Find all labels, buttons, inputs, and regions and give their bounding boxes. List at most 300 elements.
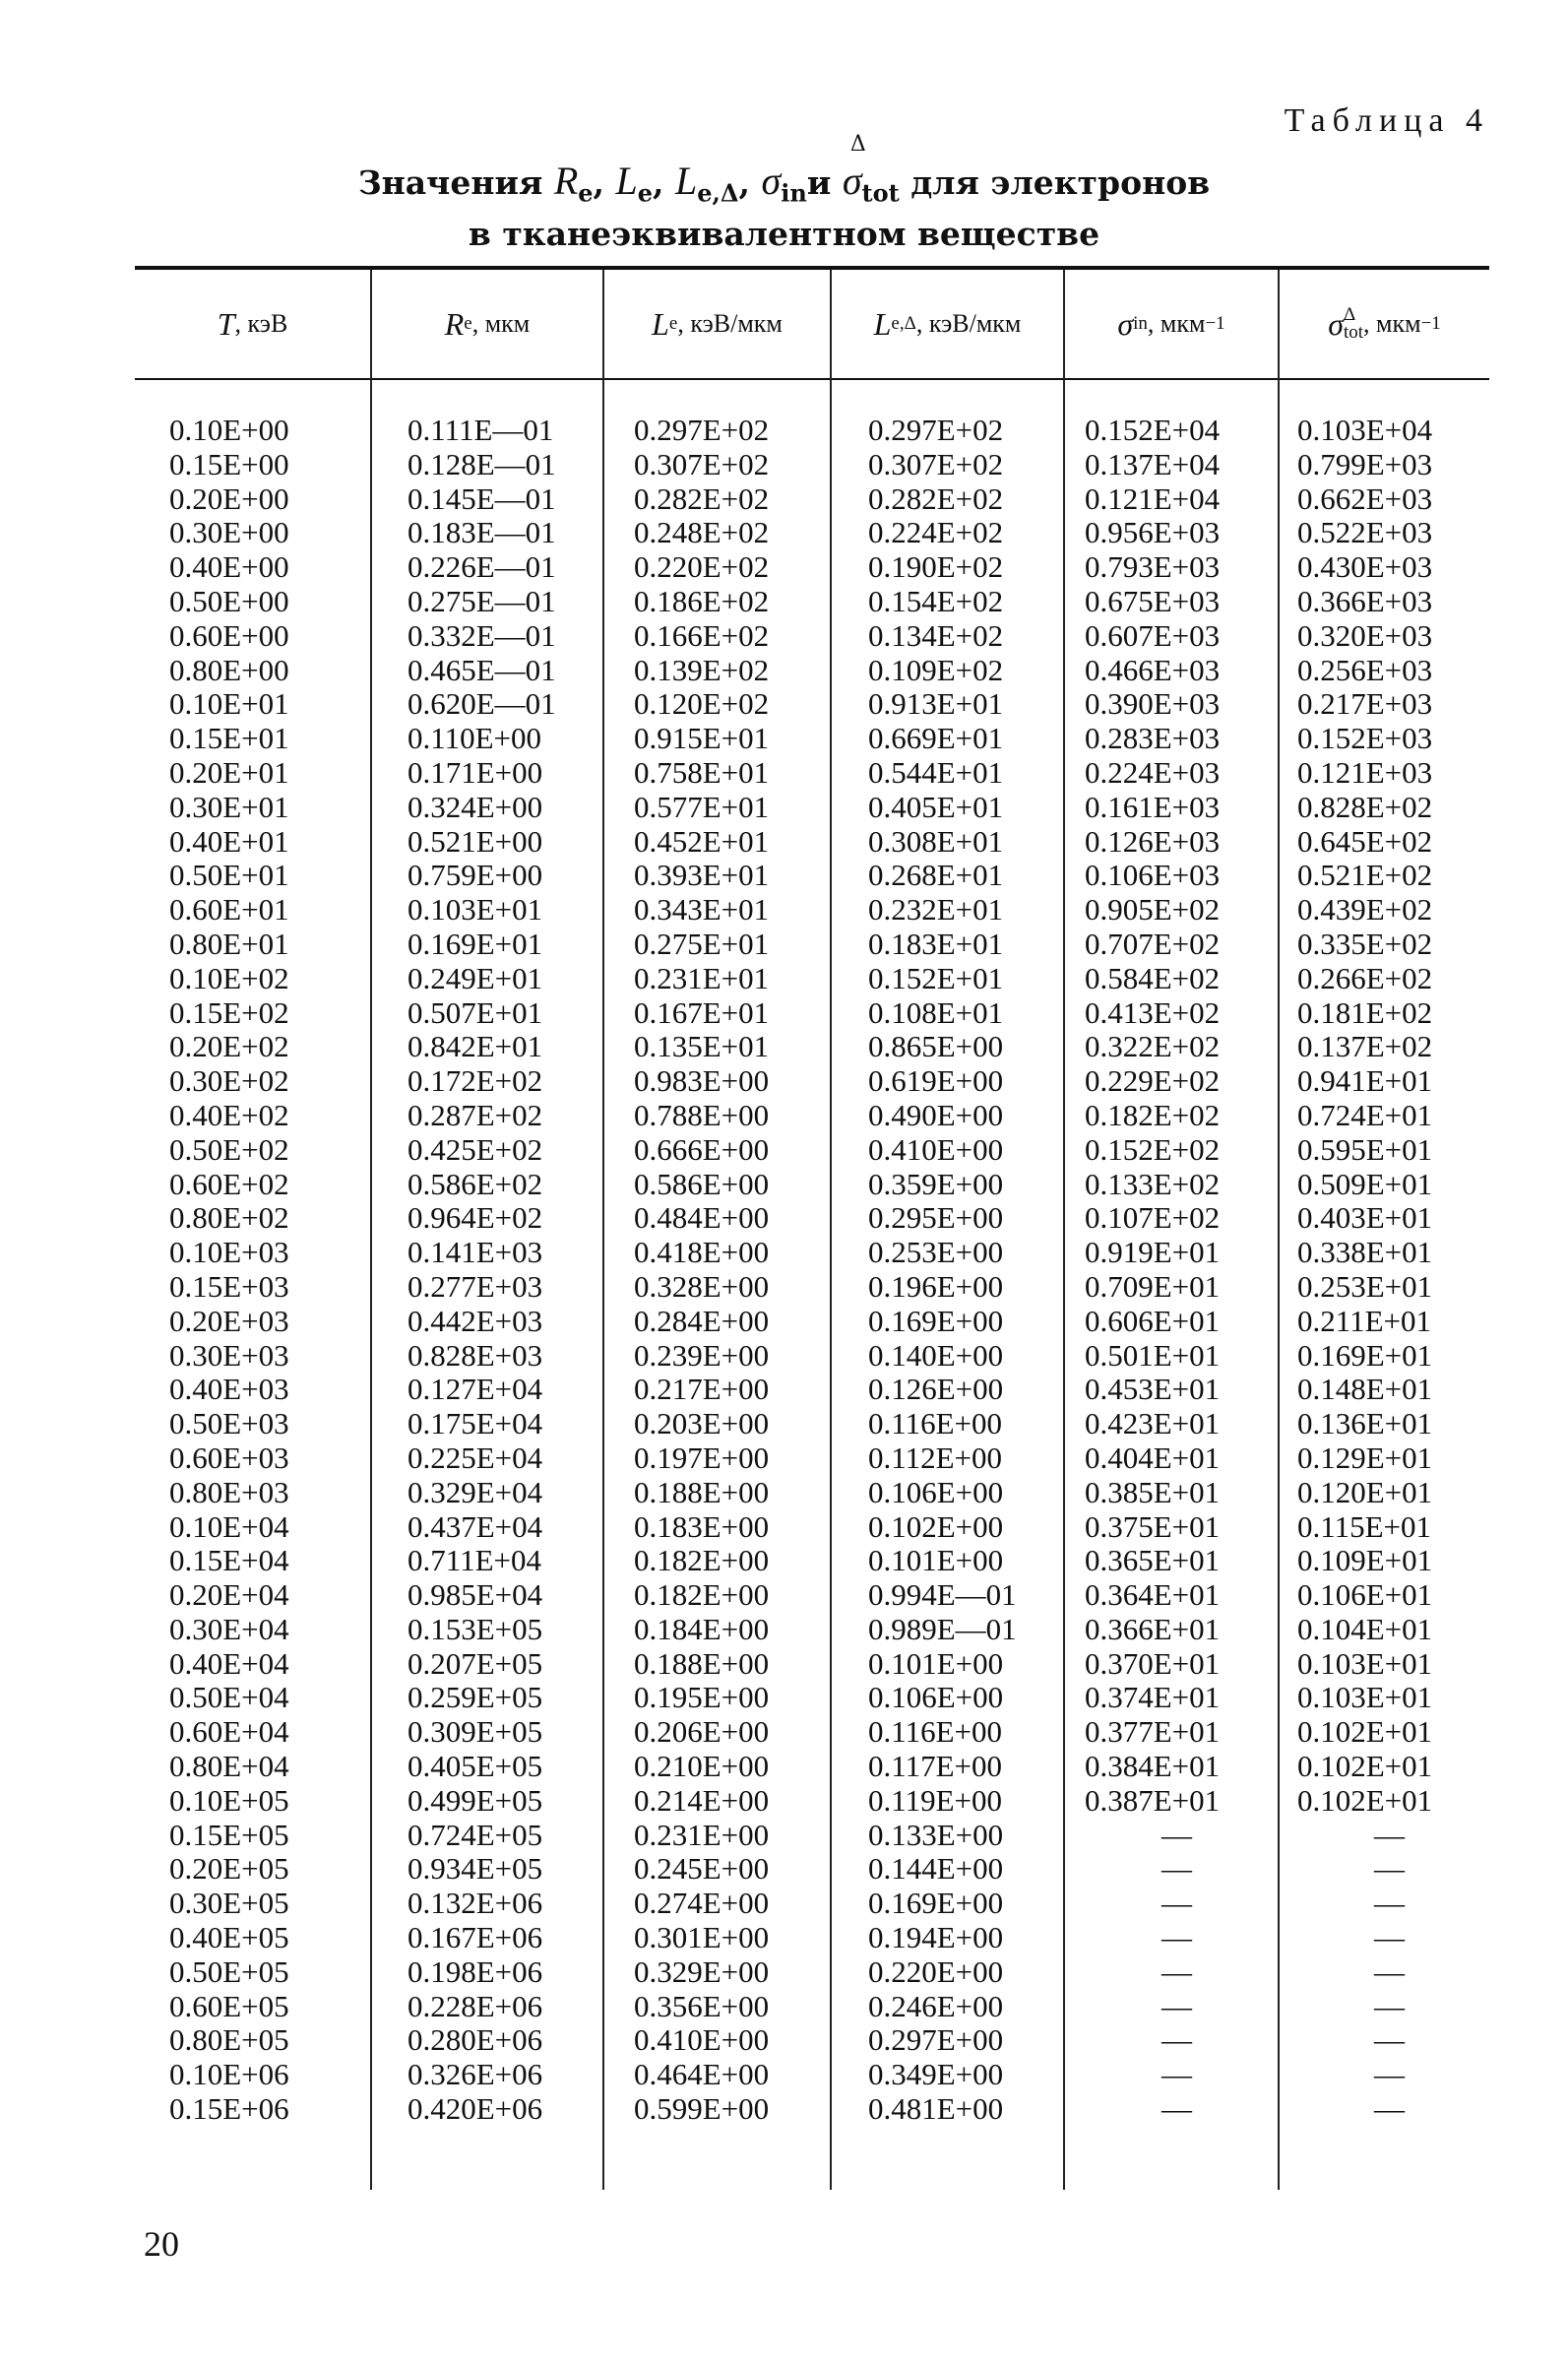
table-cell: 0.343E+01: [634, 892, 770, 928]
table-cell: —: [1161, 2091, 1192, 2127]
table-cell: 0.190E+02: [868, 549, 1004, 585]
table-cell: 0.245E+00: [634, 1851, 770, 1887]
table-cell: 0.586E+00: [634, 1166, 770, 1201]
table-cell: 0.50E+04: [169, 1680, 289, 1715]
column-LeD: [868, 414, 1017, 2127]
table-cell: 0.102E+01: [1297, 1714, 1433, 1750]
header-Re: [372, 270, 602, 378]
title-symbol-Le: L: [615, 159, 638, 203]
table-cell: 0.134E+02: [868, 617, 1004, 653]
table-cell: 0.326E+06: [408, 2057, 543, 2092]
table-cell: 0.211E+01: [1297, 1303, 1432, 1338]
header-unit: , кэВ: [234, 309, 288, 338]
table-cell: 0.175E+04: [408, 1406, 543, 1441]
table-cell: 0.15E+06: [169, 2091, 289, 2127]
table-cell: 0.390E+03: [1085, 686, 1221, 722]
table-cell: 0.198E+06: [408, 1953, 543, 1989]
table-cell: 0.349E+00: [868, 2057, 1004, 2092]
table-cell: 0.430E+03: [1297, 549, 1433, 585]
table-cell: 0.50E+03: [169, 1406, 289, 1441]
table-cell: 0.484E+00: [634, 1200, 770, 1236]
table-cell: 0.40E+00: [169, 549, 289, 585]
table-cell: 0.183E+00: [634, 1508, 770, 1544]
header-Le: [604, 270, 830, 378]
table-cell: 0.152E+01: [868, 960, 1004, 995]
header-unit: , мкм: [471, 309, 531, 338]
table-cell: 0.956E+03: [1085, 515, 1221, 550]
title-symbol-sigma-tot: σ: [842, 159, 862, 203]
table-cell: 0.148E+01: [1297, 1372, 1433, 1407]
table-cell: 0.112E+00: [868, 1440, 1003, 1475]
table-cell: 0.161E+03: [1085, 789, 1221, 824]
table-cell: 0.335E+02: [1297, 926, 1433, 961]
table-cell: 0.544E+01: [868, 754, 1004, 790]
table-cell: 0.329E+04: [408, 1474, 543, 1509]
table-cell: 0.865E+00: [868, 1029, 1004, 1064]
table-cell: 0.268E+01: [868, 858, 1004, 893]
header-sub: in: [1133, 313, 1148, 334]
table-cell: 0.40E+02: [169, 1097, 289, 1132]
column-sigma-in: [1085, 414, 1220, 2127]
header-symbol: σ: [1117, 305, 1134, 342]
table-cell: 0.203E+00: [634, 1406, 770, 1441]
table-cell: —: [1161, 2022, 1192, 2058]
table-cell: 0.30E+01: [169, 789, 289, 824]
title-symbol-Re: R: [553, 159, 579, 203]
table-cell: 0.799E+03: [1297, 446, 1433, 481]
header-delta: Δ: [1343, 304, 1356, 325]
table-cell: 0.144E+00: [868, 1851, 1004, 1887]
table-cell: 0.169E+01: [1297, 1337, 1433, 1373]
title-delta: Δ: [849, 132, 866, 157]
table-cell: 0.80E+03: [169, 1474, 289, 1509]
table-cell: 0.15E+05: [169, 1817, 289, 1852]
table-cell: 0.522E+03: [1297, 515, 1433, 550]
table-cell: 0.30E+05: [169, 1886, 289, 1921]
table-cell: 0.119E+00: [868, 1782, 1003, 1818]
table-cell: 0.295E+00: [868, 1200, 1004, 1236]
table-cell: 0.332E—01: [408, 617, 556, 653]
table-cell: 0.153E+05: [408, 1611, 543, 1646]
table-cell: 0.308E+01: [868, 823, 1004, 859]
table-cell: 0.280E+06: [408, 2022, 543, 2058]
table-cell: 0.60E+04: [169, 1714, 289, 1750]
table-cell: 0.120E+02: [634, 686, 770, 722]
table-cell: 0.338E+01: [1297, 1235, 1433, 1270]
table-cell: 0.166E+02: [634, 617, 770, 653]
table-cell: 0.283E+03: [1085, 721, 1221, 756]
table-cell: 0.106E+03: [1085, 858, 1221, 893]
table-cell: 0.404E+01: [1085, 1440, 1221, 1475]
table-cell: 0.184E+00: [634, 1611, 770, 1646]
table-cell: 0.167E+06: [408, 1920, 543, 1955]
table-cell: 0.110E+00: [408, 721, 542, 756]
table-cell: 0.507E+01: [408, 994, 543, 1030]
table-cell: 0.188E+00: [634, 1645, 770, 1681]
table-cell: 0.60E+03: [169, 1440, 289, 1475]
table-cell: 0.137E+04: [1085, 446, 1221, 481]
header-unit: , кэВ/мкм: [677, 309, 783, 338]
table-cell: 0.172E+02: [408, 1063, 543, 1099]
table-cell: 0.403E+01: [1297, 1200, 1433, 1236]
table-cell: 0.132E+06: [408, 1886, 543, 1921]
table-cell: 0.964E+02: [408, 1200, 543, 1236]
table-cell: 0.188E+00: [634, 1474, 770, 1509]
table-cell: 0.375E+01: [1085, 1508, 1221, 1544]
table-cell: 0.359E+00: [868, 1166, 1004, 1201]
table-cell: —: [1161, 1851, 1192, 1887]
table-cell: 0.152E+04: [1085, 413, 1221, 447]
table-cell: 0.109E+01: [1297, 1543, 1433, 1578]
table-cell: —: [1374, 1851, 1405, 1887]
table-cell: 0.182E+02: [1085, 1097, 1221, 1132]
table-cell: 0.707E+02: [1085, 926, 1221, 961]
table-cell: 0.182E+00: [634, 1577, 770, 1613]
table-cell: 0.121E+04: [1085, 480, 1221, 516]
table-cell: 0.80E+04: [169, 1749, 289, 1784]
table-cell: 0.15E+03: [169, 1268, 289, 1304]
title-prefix: Значения: [357, 163, 554, 202]
column-divider: [830, 270, 832, 2190]
table-cell: —: [1374, 1817, 1405, 1852]
table-cell: 0.20E+02: [169, 1029, 289, 1064]
table-cell: 0.207E+05: [408, 1645, 543, 1681]
table-cell: 0.287E+02: [408, 1097, 543, 1132]
table-cell: 0.20E+01: [169, 754, 289, 790]
table-cell: 0.329E+00: [634, 1953, 770, 1989]
table-cell: 0.282E+02: [634, 480, 770, 516]
table-cell: 0.595E+01: [1297, 1131, 1433, 1167]
table-cell: 0.393E+01: [634, 858, 770, 893]
table-cell: 0.788E+00: [634, 1097, 770, 1132]
header-sub: tot: [1343, 322, 1364, 343]
header-symbol: T: [217, 305, 235, 342]
table-cell: 0.356E+00: [634, 1988, 770, 2023]
table-cell: 0.126E+00: [868, 1372, 1004, 1407]
table-cell: 0.145E—01: [408, 480, 556, 516]
table-cell: 0.102E+01: [1297, 1782, 1433, 1818]
table-cell: 0.103E+04: [1297, 413, 1433, 447]
table-cell: 0.106E+01: [1297, 1577, 1433, 1613]
table-cell: 0.217E+03: [1297, 686, 1433, 722]
table-cell: 0.320E+03: [1297, 617, 1433, 653]
column-divider: [1063, 270, 1065, 2190]
table-cell: —: [1374, 1953, 1405, 1989]
table-cell: 0.116E+00: [868, 1406, 1003, 1441]
table-cell: 0.135E+01: [634, 1029, 770, 1064]
table-cell: 0.297E+02: [868, 413, 1004, 447]
table-cell: 0.387E+01: [1085, 1782, 1221, 1818]
table-cell: 0.599E+00: [634, 2091, 770, 2127]
column-divider: [1278, 270, 1280, 2190]
column-divider: [602, 270, 604, 2190]
table-cell: 0.253E+01: [1297, 1268, 1433, 1304]
table-cell: 0.994E—01: [868, 1577, 1017, 1613]
table-cell: 0.196E+00: [868, 1268, 1004, 1304]
table-cell: 0.259E+05: [408, 1680, 543, 1715]
table-cell: 0.619E+00: [868, 1063, 1004, 1099]
table-cell: 0.126E+03: [1085, 823, 1221, 859]
header-unit: , мкм: [1147, 309, 1206, 338]
table-cell: 0.10E+06: [169, 2057, 289, 2092]
header-sub: e,Δ: [891, 313, 916, 334]
table-cell: —: [1161, 1953, 1192, 1989]
header-symbol: L: [873, 305, 892, 342]
table-cell: 0.231E+00: [634, 1817, 770, 1852]
table-cell: 0.577E+01: [634, 789, 770, 824]
table-cell: —: [1374, 1988, 1405, 2023]
table-cell: 0.50E+02: [169, 1131, 289, 1167]
title-and: и: [806, 163, 832, 202]
table-cell: —: [1374, 2057, 1405, 2092]
title-sub: in: [781, 178, 807, 208]
table-cell: —: [1374, 1920, 1405, 1955]
table-cell: 0.15E+04: [169, 1543, 289, 1578]
table-cell: 0.10E+05: [169, 1782, 289, 1818]
title-sub: e,Δ: [697, 178, 739, 208]
table-cell: 0.374E+01: [1085, 1680, 1221, 1715]
table-cell: 0.405E+01: [868, 789, 1004, 824]
title-sub: e: [637, 178, 654, 208]
table-cell: 0.983E+00: [634, 1063, 770, 1099]
table-cell: 0.121E+03: [1297, 754, 1433, 790]
table-cell: 0.220E+00: [868, 1953, 1004, 1989]
table-cell: 0.103E+01: [408, 892, 543, 928]
table-cell: 0.989E—01: [868, 1611, 1017, 1646]
table-cell: 0.709E+01: [1085, 1268, 1221, 1304]
table-cell: 0.80E+00: [169, 652, 289, 687]
table-cell: 0.301E+00: [634, 1920, 770, 1955]
table-cell: 0.226E—01: [408, 549, 556, 585]
header-unit: , кэВ/мкм: [915, 309, 1022, 338]
header-symbol: R: [444, 305, 465, 342]
table-cell: 0.183E+01: [868, 926, 1004, 961]
table-cell: 0.328E+00: [634, 1268, 770, 1304]
table-cell: 0.420E+06: [408, 2091, 543, 2127]
table-cell: 0.232E+01: [868, 892, 1004, 928]
table-cell: 0.919E+01: [1085, 1235, 1221, 1270]
table-cell: 0.15E+02: [169, 994, 289, 1030]
header-symbol: L: [652, 305, 669, 342]
header-sigma-in: [1065, 270, 1278, 378]
title-symbol-sigma-in: σ: [761, 159, 782, 203]
table-cell: 0.985E+04: [408, 1577, 543, 1613]
table-cell: 0.905E+02: [1085, 892, 1221, 928]
table-cell: 0.758E+01: [634, 754, 770, 790]
table-cell: 0.224E+02: [868, 515, 1004, 550]
table-cell: 0.666E+00: [634, 1131, 770, 1167]
title-sep: ,: [738, 163, 762, 202]
table-cell: 0.60E+05: [169, 1988, 289, 2023]
title-sep: ,: [593, 163, 616, 202]
table-cell: 0.229E+02: [1085, 1063, 1221, 1099]
table-cell: 0.453E+01: [1085, 1372, 1221, 1407]
table-cell: 0.297E+00: [868, 2022, 1004, 2058]
table-cell: 0.501E+01: [1085, 1337, 1221, 1373]
header-sigma-tot: [1280, 270, 1489, 378]
table-cell: —: [1374, 1886, 1405, 1921]
table-cell: 0.15E+01: [169, 721, 289, 756]
table-cell: —: [1161, 1817, 1192, 1852]
table-cell: 0.249E+01: [408, 960, 543, 995]
table-cell: 0.137E+02: [1297, 1029, 1433, 1064]
table-cell: 0.246E+00: [868, 1988, 1004, 2023]
table-cell: 0.106E+00: [868, 1474, 1004, 1509]
table-cell: 0.10E+04: [169, 1508, 289, 1544]
title-sub: e: [578, 178, 594, 208]
table-cell: 0.521E+02: [1297, 858, 1433, 893]
table-cell: 0.116E+00: [868, 1714, 1003, 1750]
table-cell: 0.466E+03: [1085, 652, 1221, 687]
table-cell: 0.620E—01: [408, 686, 556, 722]
table-cell: 0.40E+05: [169, 1920, 289, 1955]
table-cell: 0.120E+01: [1297, 1474, 1433, 1509]
table-cell: 0.139E+02: [634, 652, 770, 687]
table-cell: 0.584E+02: [1085, 960, 1221, 995]
table-cell: 0.275E+01: [634, 926, 770, 961]
title-symbol-LeD: L: [675, 159, 698, 203]
table-cell: 0.307E+02: [634, 446, 770, 481]
table-cell: 0.220E+02: [634, 549, 770, 585]
table-cell: 0.183E—01: [408, 515, 556, 550]
table-cell: 0.182E+00: [634, 1543, 770, 1578]
table-cell: 0.109E+02: [868, 652, 1004, 687]
table-cell: 0.277E+03: [408, 1268, 543, 1304]
table-cell: 0.607E+03: [1085, 617, 1221, 653]
table-cell: 0.256E+03: [1297, 652, 1433, 687]
header-T: [135, 270, 370, 378]
table-label: Таблица 4: [1284, 102, 1489, 139]
table-cell: 0.284E+00: [634, 1303, 770, 1338]
table-cell: 0.50E+01: [169, 858, 289, 893]
table-header-rule: [135, 378, 1489, 380]
column-Re: [408, 414, 556, 2127]
table-cell: 0.521E+00: [408, 823, 543, 859]
table-cell: 0.385E+01: [1085, 1474, 1221, 1509]
table-cell: 0.152E+03: [1297, 721, 1433, 756]
table-cell: 0.366E+01: [1085, 1611, 1221, 1646]
table-cell: 0.108E+01: [868, 994, 1004, 1030]
table-cell: 0.490E+00: [868, 1097, 1004, 1132]
table-title: [0, 132, 1568, 208]
table-cell: 0.40E+04: [169, 1645, 289, 1681]
table-cell: 0.423E+01: [1085, 1406, 1221, 1441]
table-cell: 0.309E+05: [408, 1714, 543, 1750]
table-cell: 0.129E+01: [1297, 1440, 1433, 1475]
column-sigma-tot: [1297, 414, 1432, 2127]
table-cell: 0.181E+02: [1297, 994, 1433, 1030]
table-cell: 0.793E+03: [1085, 549, 1221, 585]
table-cell: 0.224E+03: [1085, 754, 1221, 790]
table-cell: 0.60E+00: [169, 617, 289, 653]
table-cell: 0.107E+02: [1085, 1200, 1221, 1236]
table-cell: 0.101E+00: [868, 1645, 1004, 1681]
table-cell: 0.60E+01: [169, 892, 289, 928]
table-cell: 0.102E+00: [868, 1508, 1004, 1544]
table-cell: 0.934E+05: [408, 1851, 543, 1887]
table-cell: 0.377E+01: [1085, 1714, 1221, 1750]
table-cell: 0.115E+01: [1297, 1508, 1432, 1544]
header-sub: e: [668, 313, 678, 334]
table-cell: 0.253E+00: [868, 1235, 1004, 1270]
table-cell: 0.228E+06: [408, 1988, 543, 2023]
table-cell: 0.410E+00: [634, 2022, 770, 2058]
table-cell: 0.405E+05: [408, 1749, 543, 1784]
title-sub: tot: [861, 178, 900, 208]
table-cell: 0.842E+01: [408, 1029, 543, 1064]
table-cell: 0.724E+05: [408, 1817, 543, 1852]
page-number: 20: [144, 2224, 179, 2264]
title-sep: ,: [653, 163, 676, 202]
table-cell: —: [1161, 1988, 1192, 2023]
table-cell: 0.103E+01: [1297, 1645, 1433, 1681]
table-cell: 0.669E+01: [868, 721, 1004, 756]
table-cell: 0.452E+01: [634, 823, 770, 859]
table-cell: 0.60E+02: [169, 1166, 289, 1201]
header-LeD: [832, 270, 1063, 378]
table-cell: 0.117E+00: [868, 1749, 1003, 1784]
table-cell: 0.225E+04: [408, 1440, 543, 1475]
table-cell: 0.724E+01: [1297, 1097, 1433, 1132]
table-cell: 0.50E+05: [169, 1953, 289, 1989]
table-cell: 0.20E+03: [169, 1303, 289, 1338]
table-cell: 0.297E+02: [634, 413, 770, 447]
table-cell: 0.266E+02: [1297, 960, 1433, 995]
table-cell: 0.675E+03: [1085, 583, 1221, 618]
table-cell: 0.80E+05: [169, 2022, 289, 2058]
table-cell: 0.364E+01: [1085, 1577, 1221, 1613]
table-cell: 0.128E—01: [408, 446, 556, 481]
table-cell: 0.103E+01: [1297, 1680, 1433, 1715]
table-cell: 0.282E+02: [868, 480, 1004, 516]
table-cell: 0.941E+01: [1297, 1063, 1433, 1099]
table-cell: 0.127E+04: [408, 1372, 543, 1407]
table-cell: 0.10E+01: [169, 686, 289, 722]
table-cell: 0.10E+02: [169, 960, 289, 995]
table-cell: 0.102E+01: [1297, 1749, 1433, 1784]
table-cell: 0.913E+01: [868, 686, 1004, 722]
table-cell: 0.104E+01: [1297, 1611, 1433, 1646]
table-cell: 0.413E+02: [1085, 994, 1221, 1030]
table-cell: 0.586E+02: [408, 1166, 543, 1201]
table-cell: 0.307E+02: [868, 446, 1004, 481]
table-cell: 0.154E+02: [868, 583, 1004, 618]
table-cell: 0.322E+02: [1085, 1029, 1221, 1064]
table-cell: 0.410E+00: [868, 1131, 1004, 1167]
table-cell: 0.80E+02: [169, 1200, 289, 1236]
table-cell: 0.370E+01: [1085, 1645, 1221, 1681]
header-unit: , мкм: [1363, 309, 1421, 338]
table-cell: 0.30E+04: [169, 1611, 289, 1646]
table-cell: 0.915E+01: [634, 721, 770, 756]
table-cell: 0.195E+00: [634, 1680, 770, 1715]
table-cell: 0.239E+00: [634, 1337, 770, 1373]
header-sub: e: [464, 313, 472, 334]
table-cell: 0.606E+01: [1085, 1303, 1221, 1338]
table-cell: 0.15E+00: [169, 446, 289, 481]
table-subtitle: в тканеэквивалентном веществе: [468, 215, 1100, 253]
table-cell: 0.169E+00: [868, 1886, 1004, 1921]
table-cell: 0.645E+02: [1297, 823, 1433, 859]
table-cell: 0.214E+00: [634, 1782, 770, 1818]
table-cell: 0.828E+03: [408, 1337, 543, 1373]
table-cell: 0.152E+02: [1085, 1131, 1221, 1167]
column-Le: [634, 414, 769, 2127]
table-cell: 0.366E+03: [1297, 583, 1433, 618]
table-cell: —: [1161, 2057, 1192, 2092]
table-cell: 0.231E+01: [634, 960, 770, 995]
table-cell: 0.10E+03: [169, 1235, 289, 1270]
